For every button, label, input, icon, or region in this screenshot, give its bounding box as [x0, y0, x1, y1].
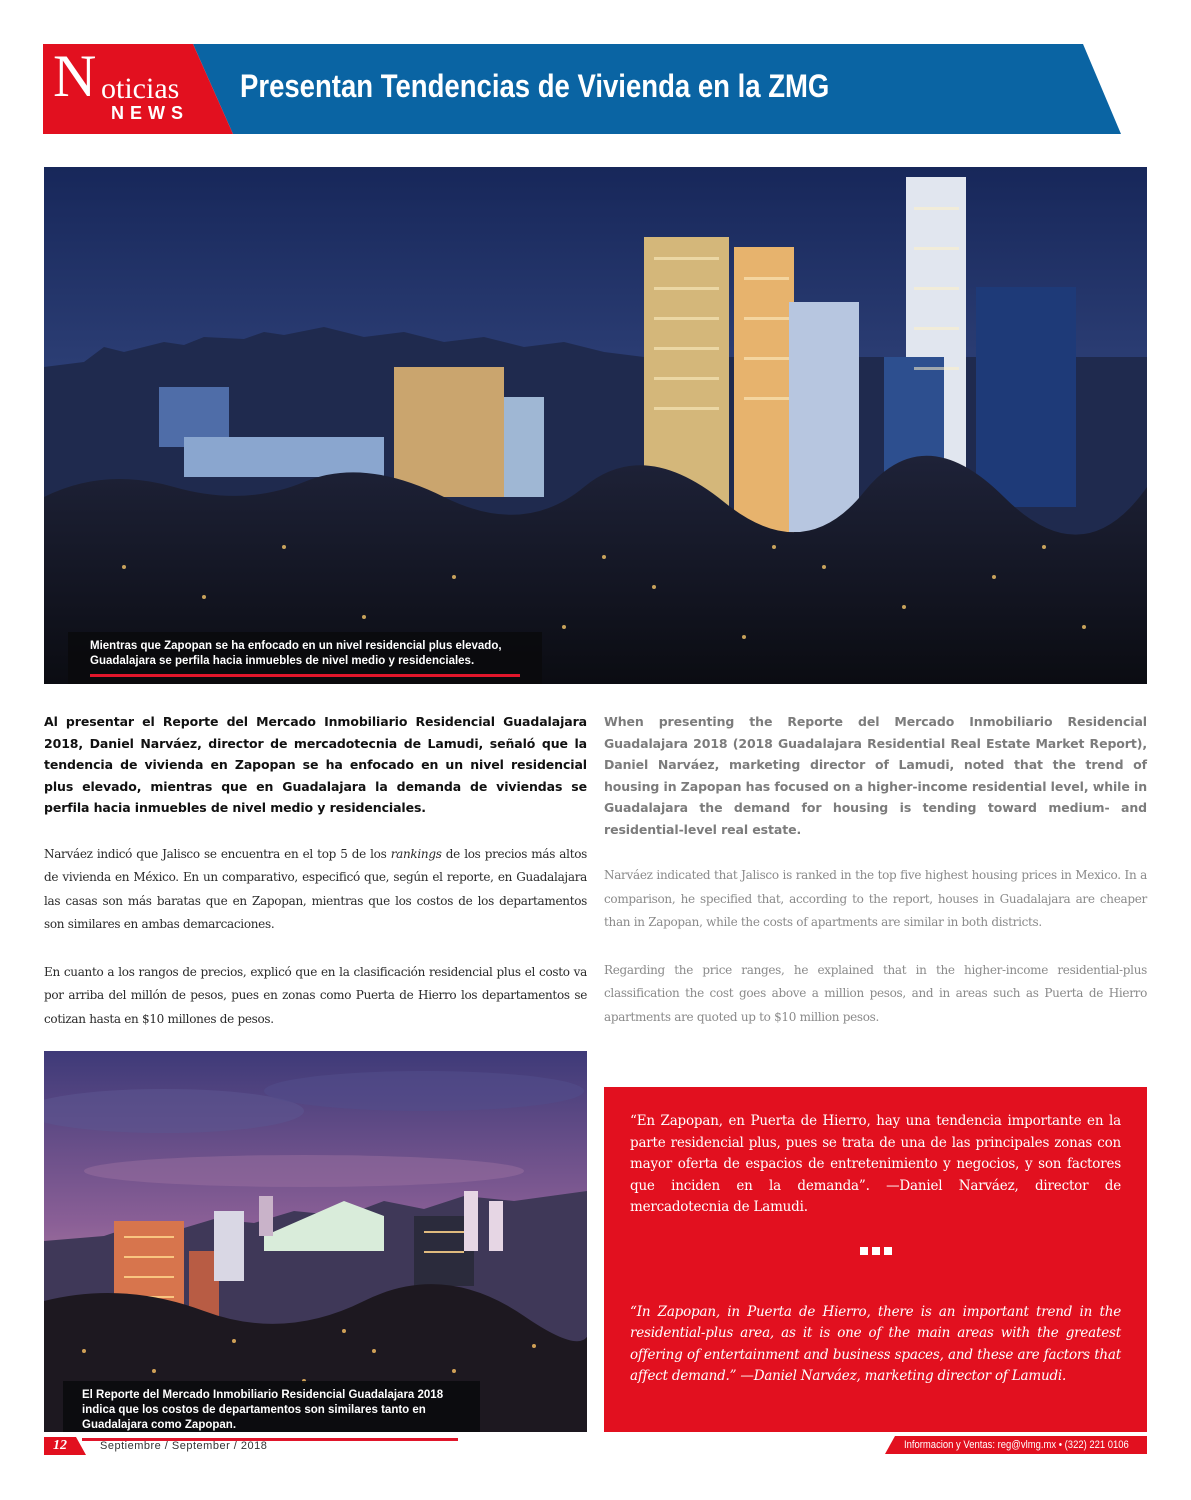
photo-bottom — [44, 1051, 587, 1432]
photo-top-caption — [68, 632, 542, 684]
page-title: Presentan Tendencias de Vivienda en la ZMG — [240, 68, 830, 104]
caption-text: Mientras que Zapopan se ha enfocado en un nivel residencial plus elevado, Guadalajara se perfila hacia inmuebles de nivel medio y residenciales. — [90, 640, 502, 667]
para-es-1-end: de los precios más altos de vivienda en México. En un comparativo, especificó que, según el reporte, en Guadalajara las casas son más baratas que en Zapopan, mientras que los costos de los departamentos son similares en ambas demarcaciones. — [44, 846, 587, 931]
lead-paragraph-es: Al presentar el Reporte del Mercado Inmobiliario Residencial Guadalajara 2018, Daniel Narváez, director de mercadotecnia de Lamudi, señaló que la tendencia de vivienda en Zapopan se ha enfocado en un nivel residencial plus elevado, mientras que en Guadalajara la demanda de viviendas se perfila hacia inmuebles de nivel medio y residenciales. — [44, 714, 587, 815]
pull-quote-box — [604, 1087, 1147, 1432]
brand-initial: N — [53, 43, 97, 109]
photo-top — [44, 167, 1147, 684]
night-skyline-image — [44, 167, 1147, 684]
para-es-1-italic: rankings — [390, 846, 442, 861]
separator-dots — [630, 1247, 1121, 1255]
header-banner — [43, 44, 1121, 134]
dot — [860, 1247, 868, 1255]
brand-word: oticias — [101, 72, 180, 105]
para-es-1-start: Narváez indicó que Jalisco se encuentra en el top 5 de los — [44, 846, 391, 861]
article-english — [604, 711, 1147, 1029]
lead-paragraph-en: When presenting the Reporte del Mercado Inmobiliario Residencial Guadalajara 2018 (2018 Guadalajara Residential Real Estate Market Report), Daniel Narváez, marketing director of Lamudi, noted that the trend of housing in Zapopan has focused on a higher-income residential level, while in Guadalajara the demand for housing is tending toward medium- and residential-level real estate. — [604, 714, 1147, 837]
paragraph-en-1: Narváez indicated that Jalisco is ranked in the top five highest housing prices in Mexico. In a comparison, he specified that, according to the report, houses in Guadalajara are cheaper than in Zapopan, while the costs of apartments are similar in both districts. — [604, 868, 1147, 929]
photo-bottom-caption — [63, 1381, 480, 1432]
article-spanish — [44, 711, 587, 1031]
contact-tab — [885, 1436, 1147, 1454]
page-number-tab — [44, 1437, 86, 1455]
caption-underline — [90, 674, 520, 677]
brand-sub: NEWS — [111, 103, 189, 123]
dot — [884, 1247, 892, 1255]
quote-spanish: “En Zapopan, en Puerta de Hierro, hay una tendencia importante en la parte residencial plus, pues se trata de una de las principales zonas con mayor oferta de espacios de entretenimiento y negocios, y son factores que inciden en la demanda”. —Daniel Narváez, director de mercadotecnia de Lamudi. — [630, 1113, 1121, 1215]
dot — [872, 1247, 880, 1255]
dusk-skyline-image — [44, 1051, 587, 1432]
paragraph-es-1 — [44, 843, 587, 937]
paragraph-es-2: En cuanto a los rangos de precios, explicó que en la clasificación residencial plus el costo va por arriba del millón de pesos, pues en zonas como Puerta de Hierro los departamentos se cotizan hasta en $10 millones de pesos. — [44, 964, 587, 1026]
issue-date: Septiembre / September / 2018 — [100, 1440, 268, 1452]
page-number: 12 — [53, 1438, 67, 1453]
caption-text: El Reporte del Mercado Inmobiliario Residencial Guadalajara 2018 indica que los costos de departamentos son similares tanto en Guadalajara como Zapopan. — [82, 1389, 444, 1431]
quote-english: “In Zapopan, in Puerta de Hierro, there is an important trend in the residential-plus area, as it is one of the main areas with the greatest offering of entertainment and business spaces, and these are factors that affect demand.” —Daniel Narváez, marketing director of Lamudi. — [630, 1303, 1121, 1384]
contact-info: Informacion y Ventas: reg@vlmg.mx • (322) 221 0106 — [904, 1439, 1129, 1451]
paragraph-en-2: Regarding the price ranges, he explained that in the higher-income residential-plus classification the cost goes above a million pesos, and in areas such as Puerta de Hierro apartments are quoted up to $10 million pesos. — [604, 962, 1147, 1024]
